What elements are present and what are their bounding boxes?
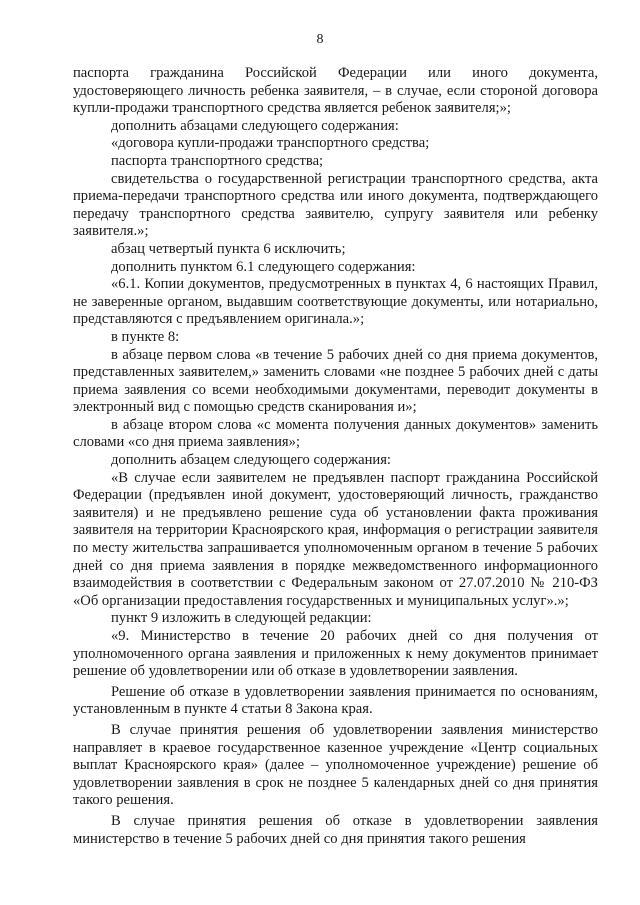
paragraph: паспорта гражданина Российской Федерации или иного документа, удостоверяющего личность ребенка заявителя, – в случае, если стороной договора купли-продажи транспортного средства является ребенок заявителя;»; [73, 65, 598, 117]
paragraph: «В случае если заявителем не предъявлен паспорт гражданина Российской Федерации (предъявлен иной документ, удостоверяющий личность, гражданство заявителя) и не предъявлено решение суда об установлении факта проживания заявителя на территории Красноярского края, информация о регистрации заявителя по месту жительства запрашивается уполномоченным органом в течение 5 рабочих дней со дня приема заявления в порядке межведомственного информационного взаимодействия в соответствии с Федеральным законом от 27.07.2010 № 210-ФЗ «Об организации предоставления государственных и муниципальных услуг».»; [73, 469, 598, 609]
paragraph: пункт 9 изложить в следующей редакции: [111, 610, 372, 627]
paragraph: абзац четвертый пункта 6 исключить; [111, 240, 346, 257]
paragraph: в абзаце втором слова «с момента получения данных документов» заменить словами «со дня приема заявления»; [73, 416, 598, 451]
paragraph: в пункте 8: [111, 328, 180, 345]
page-number: 8 [316, 32, 324, 47]
paragraph: «договора купли-продажи транспортного средства; [111, 135, 430, 152]
paragraph: В случае принятия решения об отказе в удовлетворении заявления министерство в течение 5 рабочих дней со дня принятия такого решения [73, 812, 598, 847]
paragraph: «6.1. Копии документов, предусмотренных в пунктах 4, 6 настоящих Правил, не заверенные органом, выдавшим соответствующие документы, или нотариально, представляются с предъявлением оригинала.»; [73, 276, 598, 328]
paragraph: паспорта транспортного средства; [111, 152, 324, 169]
paragraph: «9. Министерство в течение 20 рабочих дней со дня получения от уполномоченного органа заявления и приложенных к нему документов принимает решение об удовлетворении или об отказе в удовлетворении заявления. [73, 628, 598, 680]
paragraph: В случае принятия решения об удовлетворении заявления министерство направляет в краевое государственное казенное учреждение «Центр социальных выплат Красноярского края» (далее – уполномоченное учреждение) решение об удовлетворении заявления в срок не позднее 5 календарных дней со дня принятия такого решения. [73, 721, 598, 809]
paragraph: дополнить пунктом 6.1 следующего содержания: [111, 258, 416, 275]
paragraph: Решение об отказе в удовлетворении заявления принимается по основаниям, установленным в пункте 4 статьи 8 Закона края. [73, 683, 598, 718]
paragraph: в абзаце первом слова «в течение 5 рабочих дней со дня приема документов, представленных заявителем,» заменить словами «не позднее 5 рабочих дней с даты приема заявления со всеми необходимыми документами, переводит документы в электронный вид с помощью средств сканирования и»; [73, 346, 598, 416]
paragraph: дополнить абзацем следующего содержания: [111, 452, 391, 469]
paragraph: дополнить абзацами следующего содержания: [111, 117, 399, 134]
document-body [73, 65, 598, 848]
paragraph: свидетельства о государственной регистрации транспортного средства, акта приема-передачи транспортного средства или иного документа, подтверждающего передачу транспортного средства заявителю, супругу заявителя или ребенку заявителя.»; [73, 170, 598, 240]
